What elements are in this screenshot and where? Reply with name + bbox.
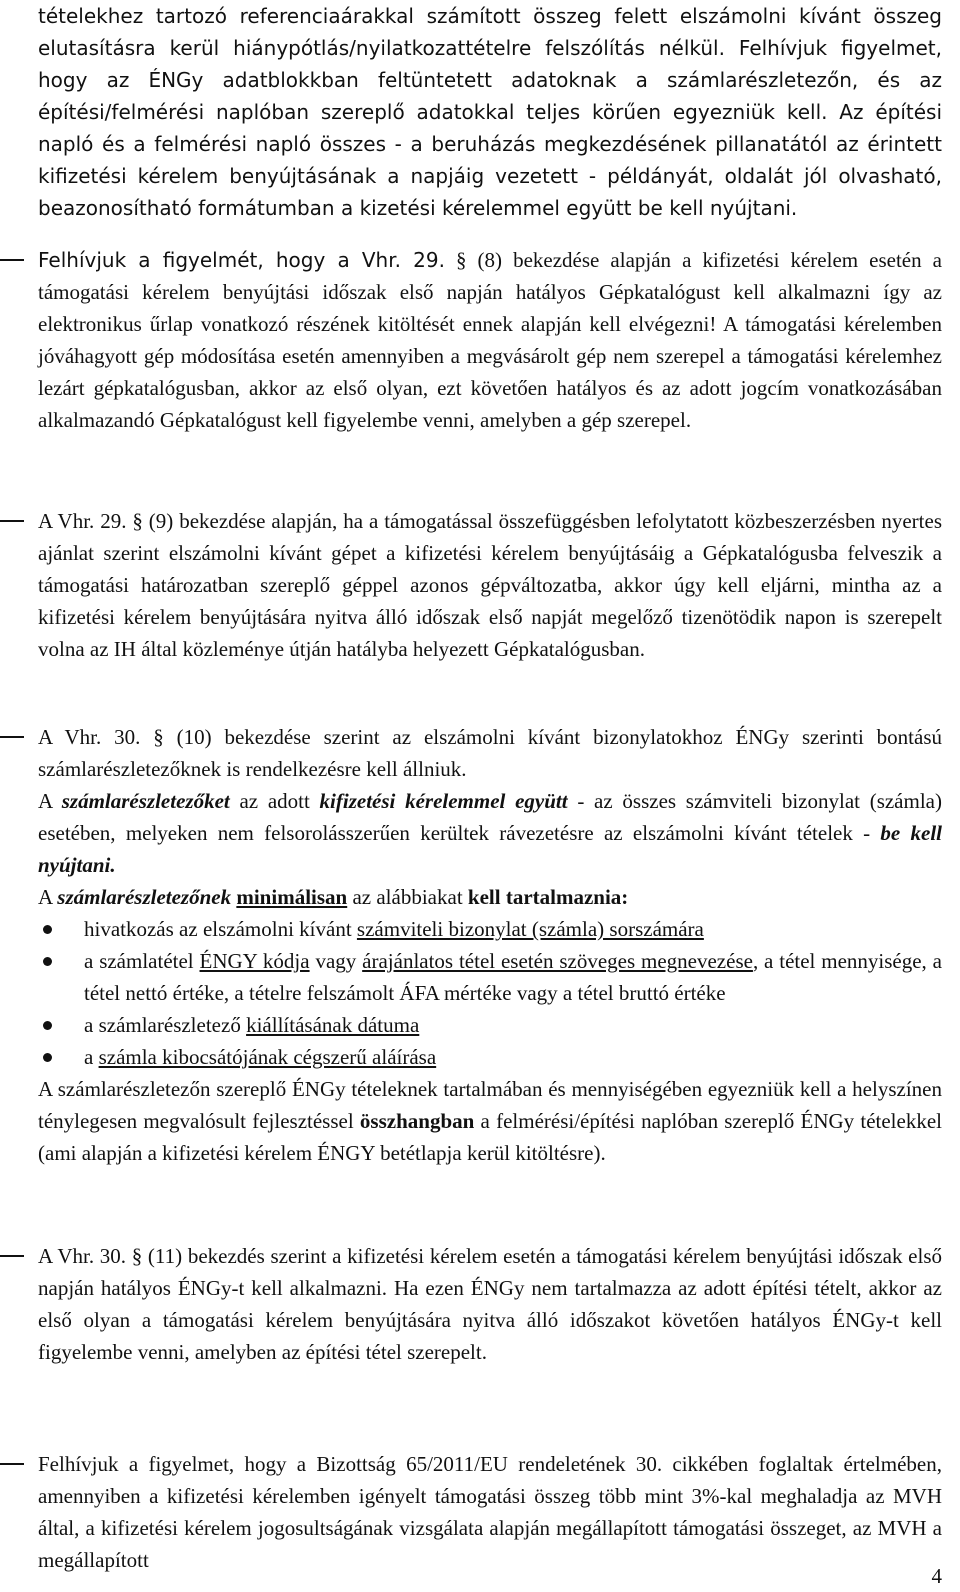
dash-marker bbox=[0, 259, 24, 261]
dash-item-engy-hatalyos-text: A Vhr. 30. § (11) bekezdés szerint a kifizetési kérelem esetén a támogatási kérelem benyújtási időszak első napján hatályos ÉNGy-t kell alkalmazni. Ha ezen ÉNGy nem tartalmazza az adott építési tételt, akkor az első olyan a támogatási kérelem benyújtására nyitva álló időszakot követően hatályos ÉNGy-t kell figyelembe venni, amelyben az építési tétel szerepelt. bbox=[38, 1244, 942, 1364]
bullet-icon bbox=[43, 1053, 52, 1062]
dash-marker bbox=[0, 1255, 24, 1257]
bullet-icon bbox=[43, 957, 52, 966]
dash-marker bbox=[0, 1463, 24, 1465]
list-item: a számlarészletező kiállításának dátuma bbox=[38, 1009, 942, 1041]
szamlareszletezo-tartalom: A számlarészletezőnek minimálisan az alábbiakat kell tartalmaznia: bbox=[38, 885, 629, 909]
szamlareszletezo-egyezes: A számlarészletezőn szereplő ÉNGy tételeknek tartalmában és mennyiségében egyezniük kell a helyszínen ténylegesen megvalósult fejlesztéssel összhangban a felmérési/építési naplóban szereplő ÉNGy tételekkel (ami alapján a kifizetési kérelem ÉNGY betétlapja kerül kitöltésre). bbox=[38, 1077, 942, 1165]
list-item: a számlatétel ÉNGY kódja vagy árajánlatos tétel esetén szöveges megnevezése, a tétel mennyisége, a tétel nettó értéke, a tételre felszámolt ÁFA mértéke vagy a tétel bruttó értéke bbox=[38, 945, 942, 1009]
dash-marker bbox=[0, 736, 24, 738]
szamlareszletezo-intro: A Vhr. 30. § (10) bekezdése szerint az elszámolni kívánt bizonylatokhoz ÉNGy szerinti bontású számlarészletezőknek is rendelkezésre kell állniuk. bbox=[38, 725, 942, 781]
bullet-icon bbox=[43, 1021, 52, 1030]
szamlareszletezo-benyujtas: A számlarészletezőket az adott kifizetési kérelemmel együtt - az összes számviteli bizonylat (számla) esetében, melyeken nem felsorolásszerűen kerültek rávezetésre az elszámolni kívánt tételek - be kell nyújtani. bbox=[38, 789, 942, 877]
list-item: hivatkozás az elszámolni kívánt számviteli bizonylat (számla) sorszámára bbox=[38, 913, 942, 945]
dash-item-kozbeszerzes-text: A Vhr. 29. § (9) bekezdése alapján, ha a támogatással összefüggésben lefolytatott közbeszerzésben nyertes ajánlat szerint elszámolni kívánt gépet a kifizetési kérelem benyújtásáig a Gépkatalógusba felveszik a támogatási határozatban szereplő géppel azonos gépváltozatba, akkor úgy kell eljárni, mintha az a kifizetési kérelem benyújtására nyitva álló időszak első napját megelőző tizenötödik napon is szerepelt volna az IH által közleménye útján hatályba helyezett Gépkatalógusban. bbox=[38, 509, 942, 661]
page-number: 4 bbox=[931, 1564, 942, 1588]
paragraph-naplo-text: tételekhez tartozó referenciaárakkal számított összeg felett elszámolni kívánt összeg elutasításra kerül hiánypótlás/nyilatkozattételre felszólítás nélkül. Felhívjuk figyelmet, hogy az ÉNGy adatblokkban feltüntetett adatoknak a számlarészletezőn, és az építési/felmérési naplóban szereplő adatokkal teljes körűen egyezniük kell. Az építési napló és a felmérési napló összes - a beruházás megkezdésének pillanatától az érintett kifizetési kérelem benyújtásának a napjáig vezetett - példányát, oldalát jól olvasható, beazonosítható formátumban a kizetési kérelemmel együtt be kell nyújtani. bbox=[38, 4, 942, 220]
paragraph-naplo bbox=[38, 0, 942, 224]
dash-item-gepkatalogus-text: § (8) bekezdése alapján a kifizetési kérelem esetén a támogatási kérelem benyújtási időszak első napján hatályos Gépkatalógust kell alkalmazni így az elektronikus űrlap vonatkozó részének kitöltését ennek alapján kell elvégezni! A támogatási kérelemben jóváhagyott gép módosítása esetén amennyiben a megvásárolt gép nem szerepel a támogatási kérelemhez lezárt gépkatalógusban, akkor az első olyan, ezt követően hatályos és az adott jogcím vonatkozásában alkalmazandó Gépkatalógust kell figyelembe venni, amelyben a gép szerepel. bbox=[38, 248, 942, 432]
requirements-list bbox=[38, 913, 942, 1073]
dash-marker bbox=[0, 520, 24, 522]
list-item: a számla kibocsátójának cégszerű aláírása bbox=[38, 1041, 942, 1073]
dash-item-bizottsag-rendelet-text: Felhívjuk a figyelmet, hogy a Bizottság 65/2011/EU rendeletének 30. cikkében foglaltak értelmében, amennyiben a kifizetési kérelemben igényelt támogatási összeg több mint 3%-kal meghaladja az MVH által, a kifizetési kérelem jogosultságának vizsgálata alapján megállapított támogatási összeget, az MVH a megállapított bbox=[38, 1452, 942, 1572]
bullet-icon bbox=[43, 925, 52, 934]
dash-item-gepkatalogus-lead: Felhívjuk a figyelmét, hogy a Vhr. 29. bbox=[38, 248, 445, 272]
